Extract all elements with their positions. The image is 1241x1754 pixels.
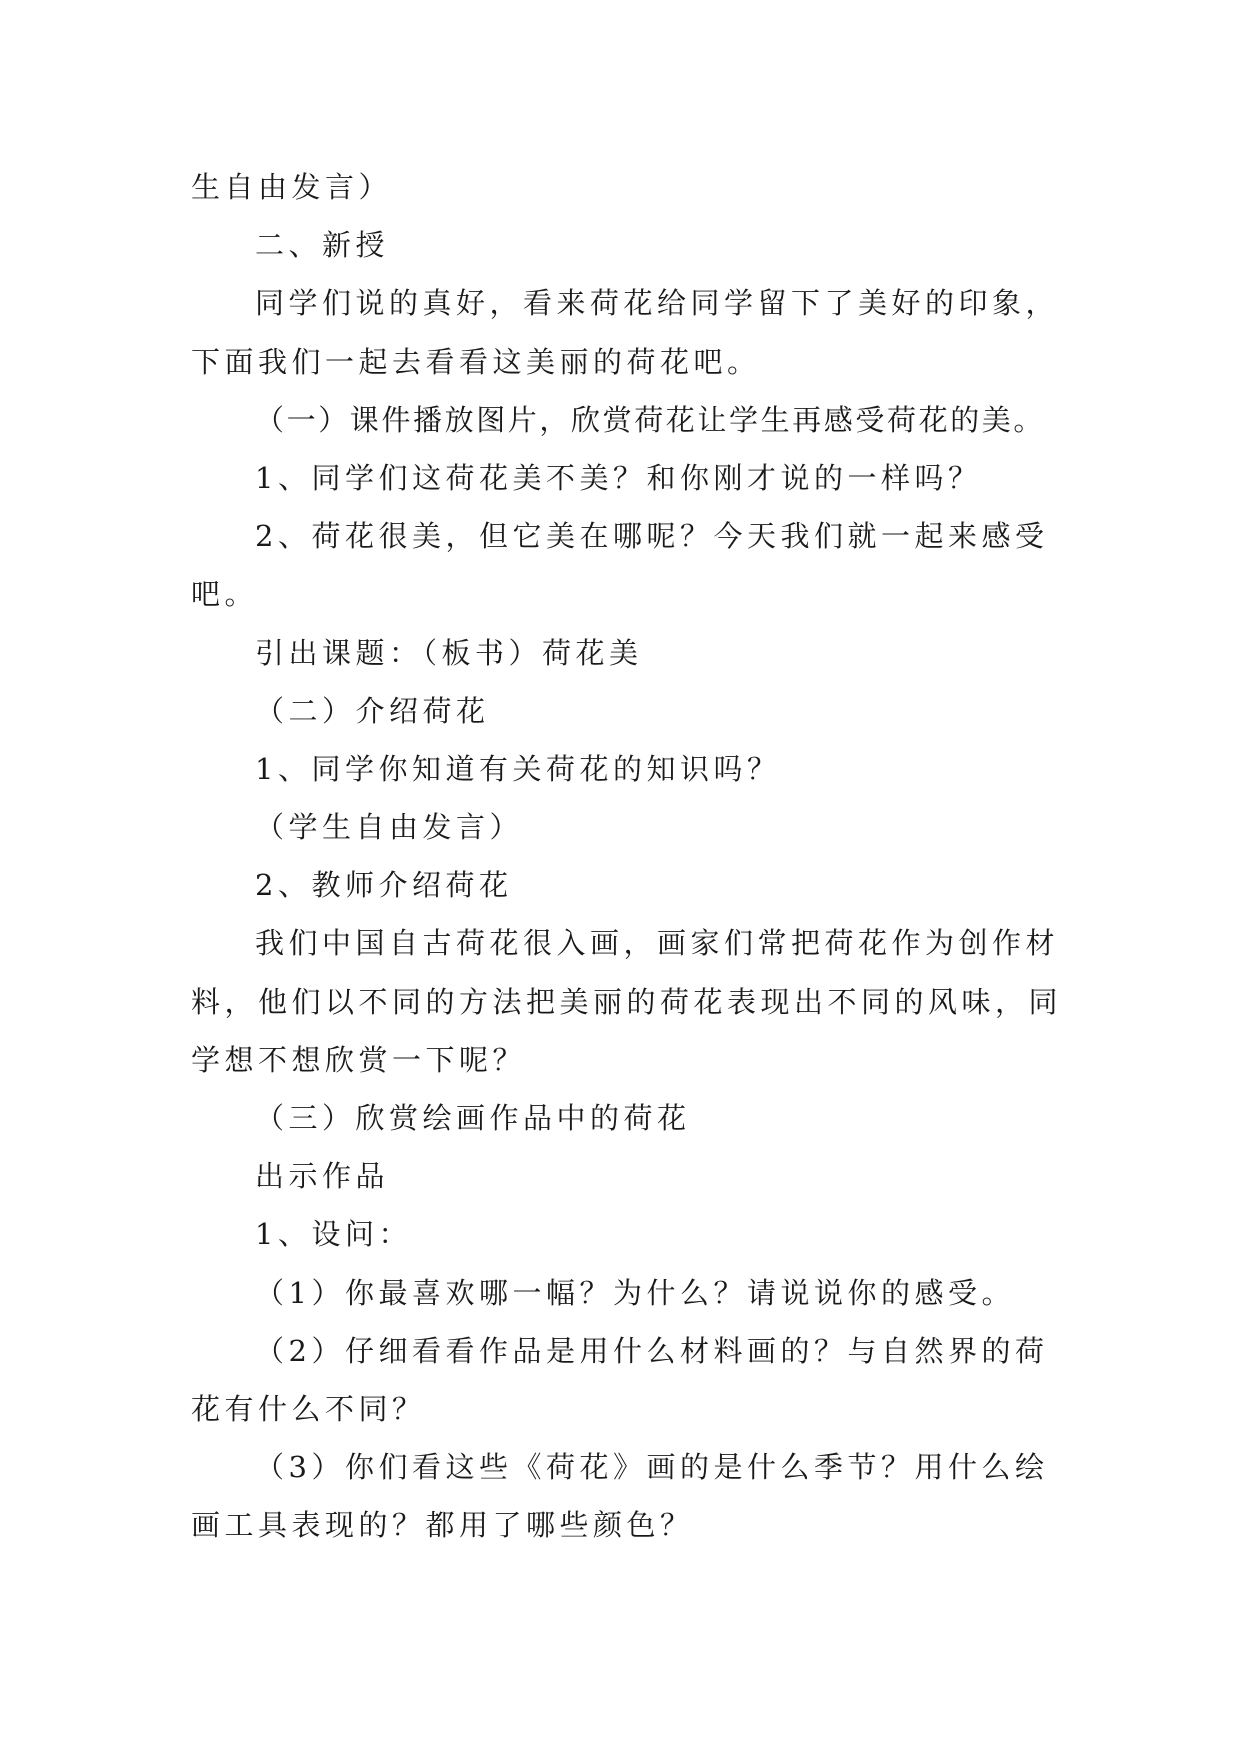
paragraph-line: 学想不想欣赏一下呢？ <box>191 1042 527 1077</box>
paragraph-line: （1）你最喜欢哪一幅？为什么？请说说你的感受。 <box>255 1275 1015 1310</box>
paragraph-line: 吧。 <box>191 577 259 612</box>
paragraph-line: 出示作品 <box>255 1159 390 1194</box>
paragraph-line: 画工具表现的？都用了哪些颜色？ <box>191 1508 694 1543</box>
paragraph-line: 引出课题：（板书）荷花美 <box>255 635 643 670</box>
subsection-heading: （二）介绍荷花 <box>255 693 490 728</box>
paragraph-line: 1、同学你知道有关荷花的知识吗？ <box>255 751 781 786</box>
paragraph-line: 下面我们一起去看看这美丽的荷花吧。 <box>191 344 761 379</box>
paragraph-line: 同学们说的真好，看来荷花给同学留下了美好的印象， <box>255 286 1060 321</box>
paragraph-line: 料，他们以不同的方法把美丽的荷花表现出不同的风味，同 <box>191 984 1063 1019</box>
subsection-heading: （三）欣赏绘画作品中的荷花 <box>255 1101 691 1135</box>
paragraph-line: 1、同学们这荷花美不美？和你刚才说的一样吗？ <box>255 460 982 495</box>
paragraph-line: 2、荷花很美，但它美在哪呢？今天我们就一起来感受 <box>255 519 1049 554</box>
paragraph-line: 2、教师介绍荷花 <box>255 868 513 903</box>
paragraph-line: （2）仔细看看作品是用什么材料画的？与自然界的荷 <box>255 1333 1049 1368</box>
paragraph-line: 1、设问： <box>255 1217 412 1252</box>
document-body <box>191 158 1061 1555</box>
paragraph-line: 花有什么不同？ <box>191 1391 426 1426</box>
section-heading: 二、新授 <box>255 228 390 263</box>
paragraph-line: （学生自由发言） <box>255 810 524 845</box>
subsection-heading: （一）课件播放图片，欣赏荷花让学生再感受荷花的美。 <box>255 402 1046 437</box>
paragraph-line: （3）你们看这些《荷花》画的是什么季节？用什么绘 <box>255 1450 1049 1485</box>
paragraph-line: 生自由发言） <box>191 170 393 204</box>
paragraph-line: 我们中国自古荷花很入画，画家们常把荷花作为创作材 <box>255 926 1060 961</box>
